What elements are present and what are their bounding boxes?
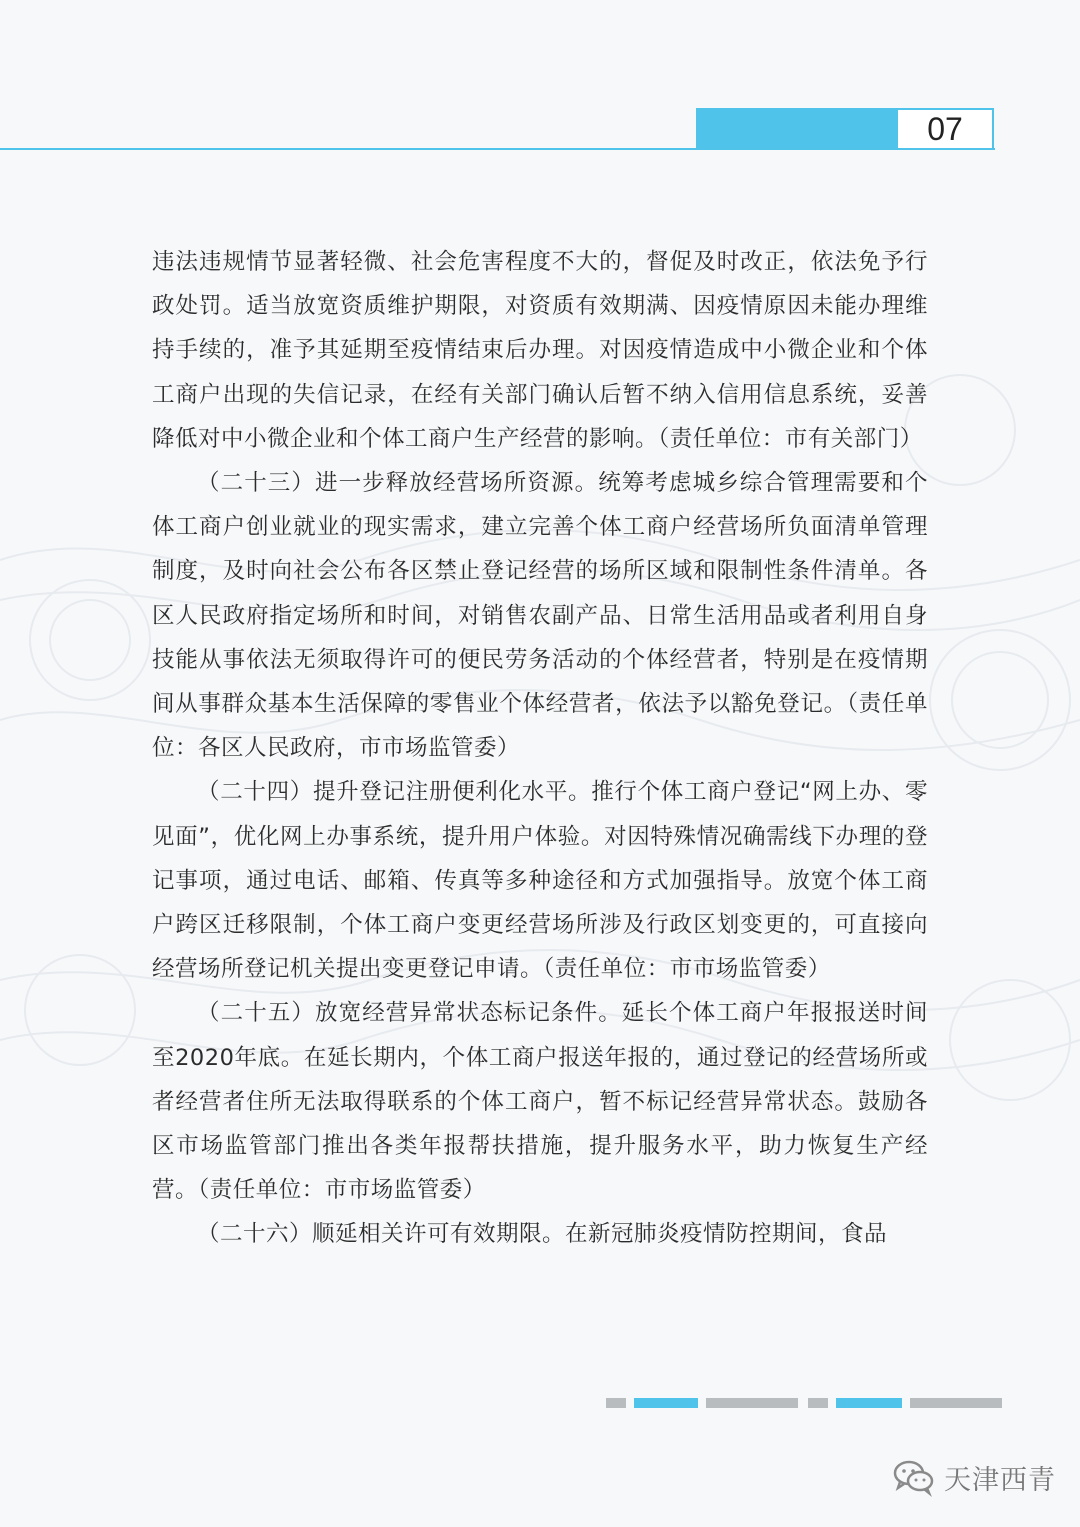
footer-bar: [808, 1398, 828, 1408]
header-accent-block: [696, 108, 896, 150]
paragraph-item-24: （二十四）提升登记注册便利化水平。推行个体工商户登记“网上办、零见面”，优化网上办事系统，提升用户体验。对因特殊情况确需线下办理的登记事项，通过电话、邮箱、传真等多种途径和方式加强指导。放宽个体工商户跨区迁移限制，个体工商户变更经营场所涉及行政区划变更的，可直接向经营场所登记机关提出变更登记申请。（责任单位：市市场监管委）: [152, 779, 928, 983]
body-text: [152, 240, 928, 1257]
footer-bar: [706, 1398, 798, 1408]
footer-bar: [910, 1398, 1002, 1408]
footer-bar: [836, 1398, 902, 1408]
page-number: 07: [896, 108, 994, 150]
paragraph-item-23: （二十三）进一步释放经营场所资源。统筹考虑城乡综合管理需要和个体工商户创业就业的现实需求，建立完善个体工商户经营场所负面清单管理制度，及时向社会公布各区禁止登记经营的场所区域和限制性条件清单。各区人民政府指定场所和时间，对销售农副产品、日常生活用品或者利用自身技能从事依法无须取得许可的便民劳务活动的个体经营者，特别是在疫情期间从事群众基本生活保障的零售业个体经营者，依法予以豁免登记。（责任单位：各区人民政府，市市场监管委）: [152, 470, 928, 762]
footer-bar: [606, 1398, 626, 1408]
footer-decoration-bars: [0, 1398, 1080, 1408]
footer-bar: [634, 1398, 698, 1408]
paragraph-continuation: 违法违规情节显著轻微、社会危害程度不大的，督促及时改正，依法免予行政处罚。适当放宽资质维护期限，对资质有效期满、因疫情原因未能办理维持手续的，准予其延期至疫情结束后办理。对因疫情造成中小微企业和个体工商户出现的失信记录，在经有关部门确认后暂不纳入信用信息系统，妥善降低对中小微企业和个体工商户生产经营的影响。（责任单位：市有关部门）: [152, 249, 928, 452]
wechat-icon: [892, 1457, 936, 1497]
wechat-watermark: [892, 1452, 1056, 1502]
watermark-label: 天津西青: [944, 1464, 1056, 1496]
paragraph-item-26: （二十六）顺延相关许可有效期限。在新冠肺炎疫情防控期间，食品: [197, 1221, 888, 1248]
paragraph-item-25: （二十五）放宽经营异常状态标记条件。延长个体工商户年报报送时间至2020年底。在延长期内，个体工商户报送年报的，通过登记的经营场所或者经营者住所无法取得联系的个体工商户，暂不标记经营异常状态。鼓励各区市场监管部门推出各类年报帮扶措施，提升服务水平，助力恢复生产经营。（责任单位：市市场监管委）: [152, 1000, 928, 1204]
